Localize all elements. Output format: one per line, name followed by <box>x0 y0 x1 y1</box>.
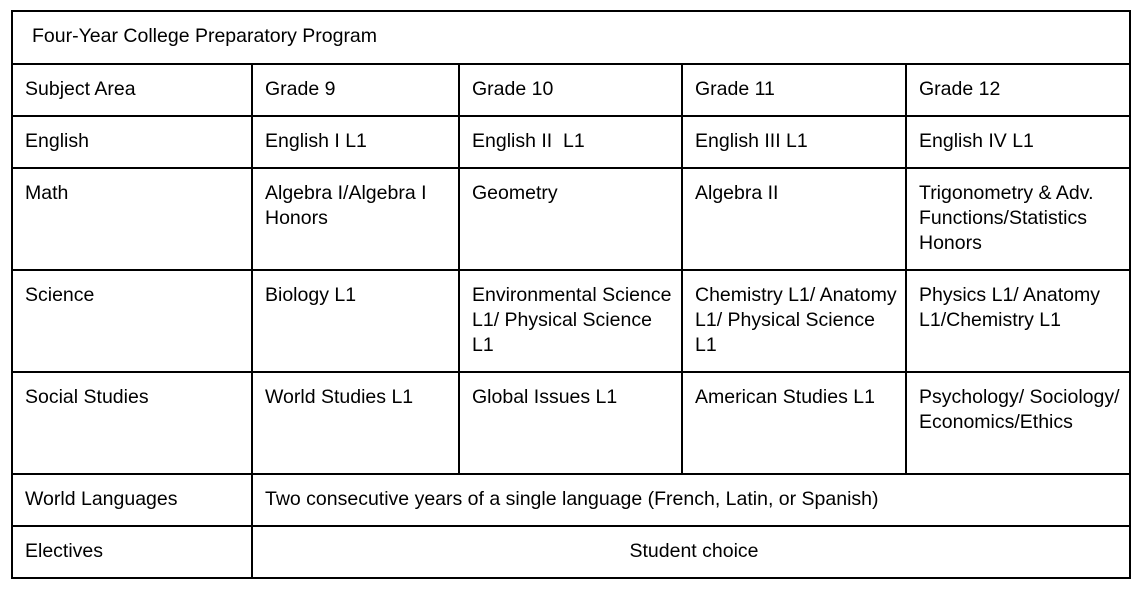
table-row-electives <box>12 526 1130 578</box>
subject-cell: Science <box>12 270 252 372</box>
title-row <box>12 11 1130 64</box>
header-grade-11: Grade 11 <box>682 64 906 116</box>
course-cell: English III L1 <box>682 116 906 168</box>
course-cell: American Studies L1 <box>682 372 906 474</box>
header-grade-12: Grade 12 <box>906 64 1130 116</box>
course-cell: Geometry <box>459 168 682 270</box>
header-grade-9: Grade 9 <box>252 64 459 116</box>
table-row-world-languages <box>12 474 1130 526</box>
subject-cell: World Languages <box>12 474 252 526</box>
table-row-english <box>12 116 1130 168</box>
course-cell: English I L1 <box>252 116 459 168</box>
course-cell: Physics L1/ Anatomy L1/Chemistry L1 <box>906 270 1130 372</box>
course-cell: English IV L1 <box>906 116 1130 168</box>
course-cell: Biology L1 <box>252 270 459 372</box>
course-cell: Algebra I/Algebra I Honors <box>252 168 459 270</box>
course-cell: Trigonometry & Adv. Functions/Statistics Honors <box>906 168 1130 270</box>
world-languages-requirement: Two consecutive years of a single language (French, Latin, or Spanish) <box>252 474 1130 526</box>
subject-cell: Electives <box>12 526 252 578</box>
course-cell: Chemistry L1/ Anatomy L1/ Physical Science L1 <box>682 270 906 372</box>
header-row <box>12 64 1130 116</box>
course-cell: English II L1 <box>459 116 682 168</box>
header-subject-area: Subject Area <box>12 64 252 116</box>
course-cell: World Studies L1 <box>252 372 459 474</box>
course-cell: Global Issues L1 <box>459 372 682 474</box>
table-title: Four-Year College Preparatory Program <box>12 11 1130 64</box>
course-cell: Environmental Science L1/ Physical Science L1 <box>459 270 682 372</box>
course-cell: Psychology/ Sociology/ Economics/Ethics <box>906 372 1130 474</box>
course-cell: Algebra II <box>682 168 906 270</box>
table-row-social-studies <box>12 372 1130 474</box>
table-row-science <box>12 270 1130 372</box>
electives-requirement: Student choice <box>252 526 1130 578</box>
table-row-math <box>12 168 1130 270</box>
subject-cell: Social Studies <box>12 372 252 474</box>
program-table <box>11 10 1131 579</box>
header-grade-10: Grade 10 <box>459 64 682 116</box>
subject-cell: English <box>12 116 252 168</box>
subject-cell: Math <box>12 168 252 270</box>
